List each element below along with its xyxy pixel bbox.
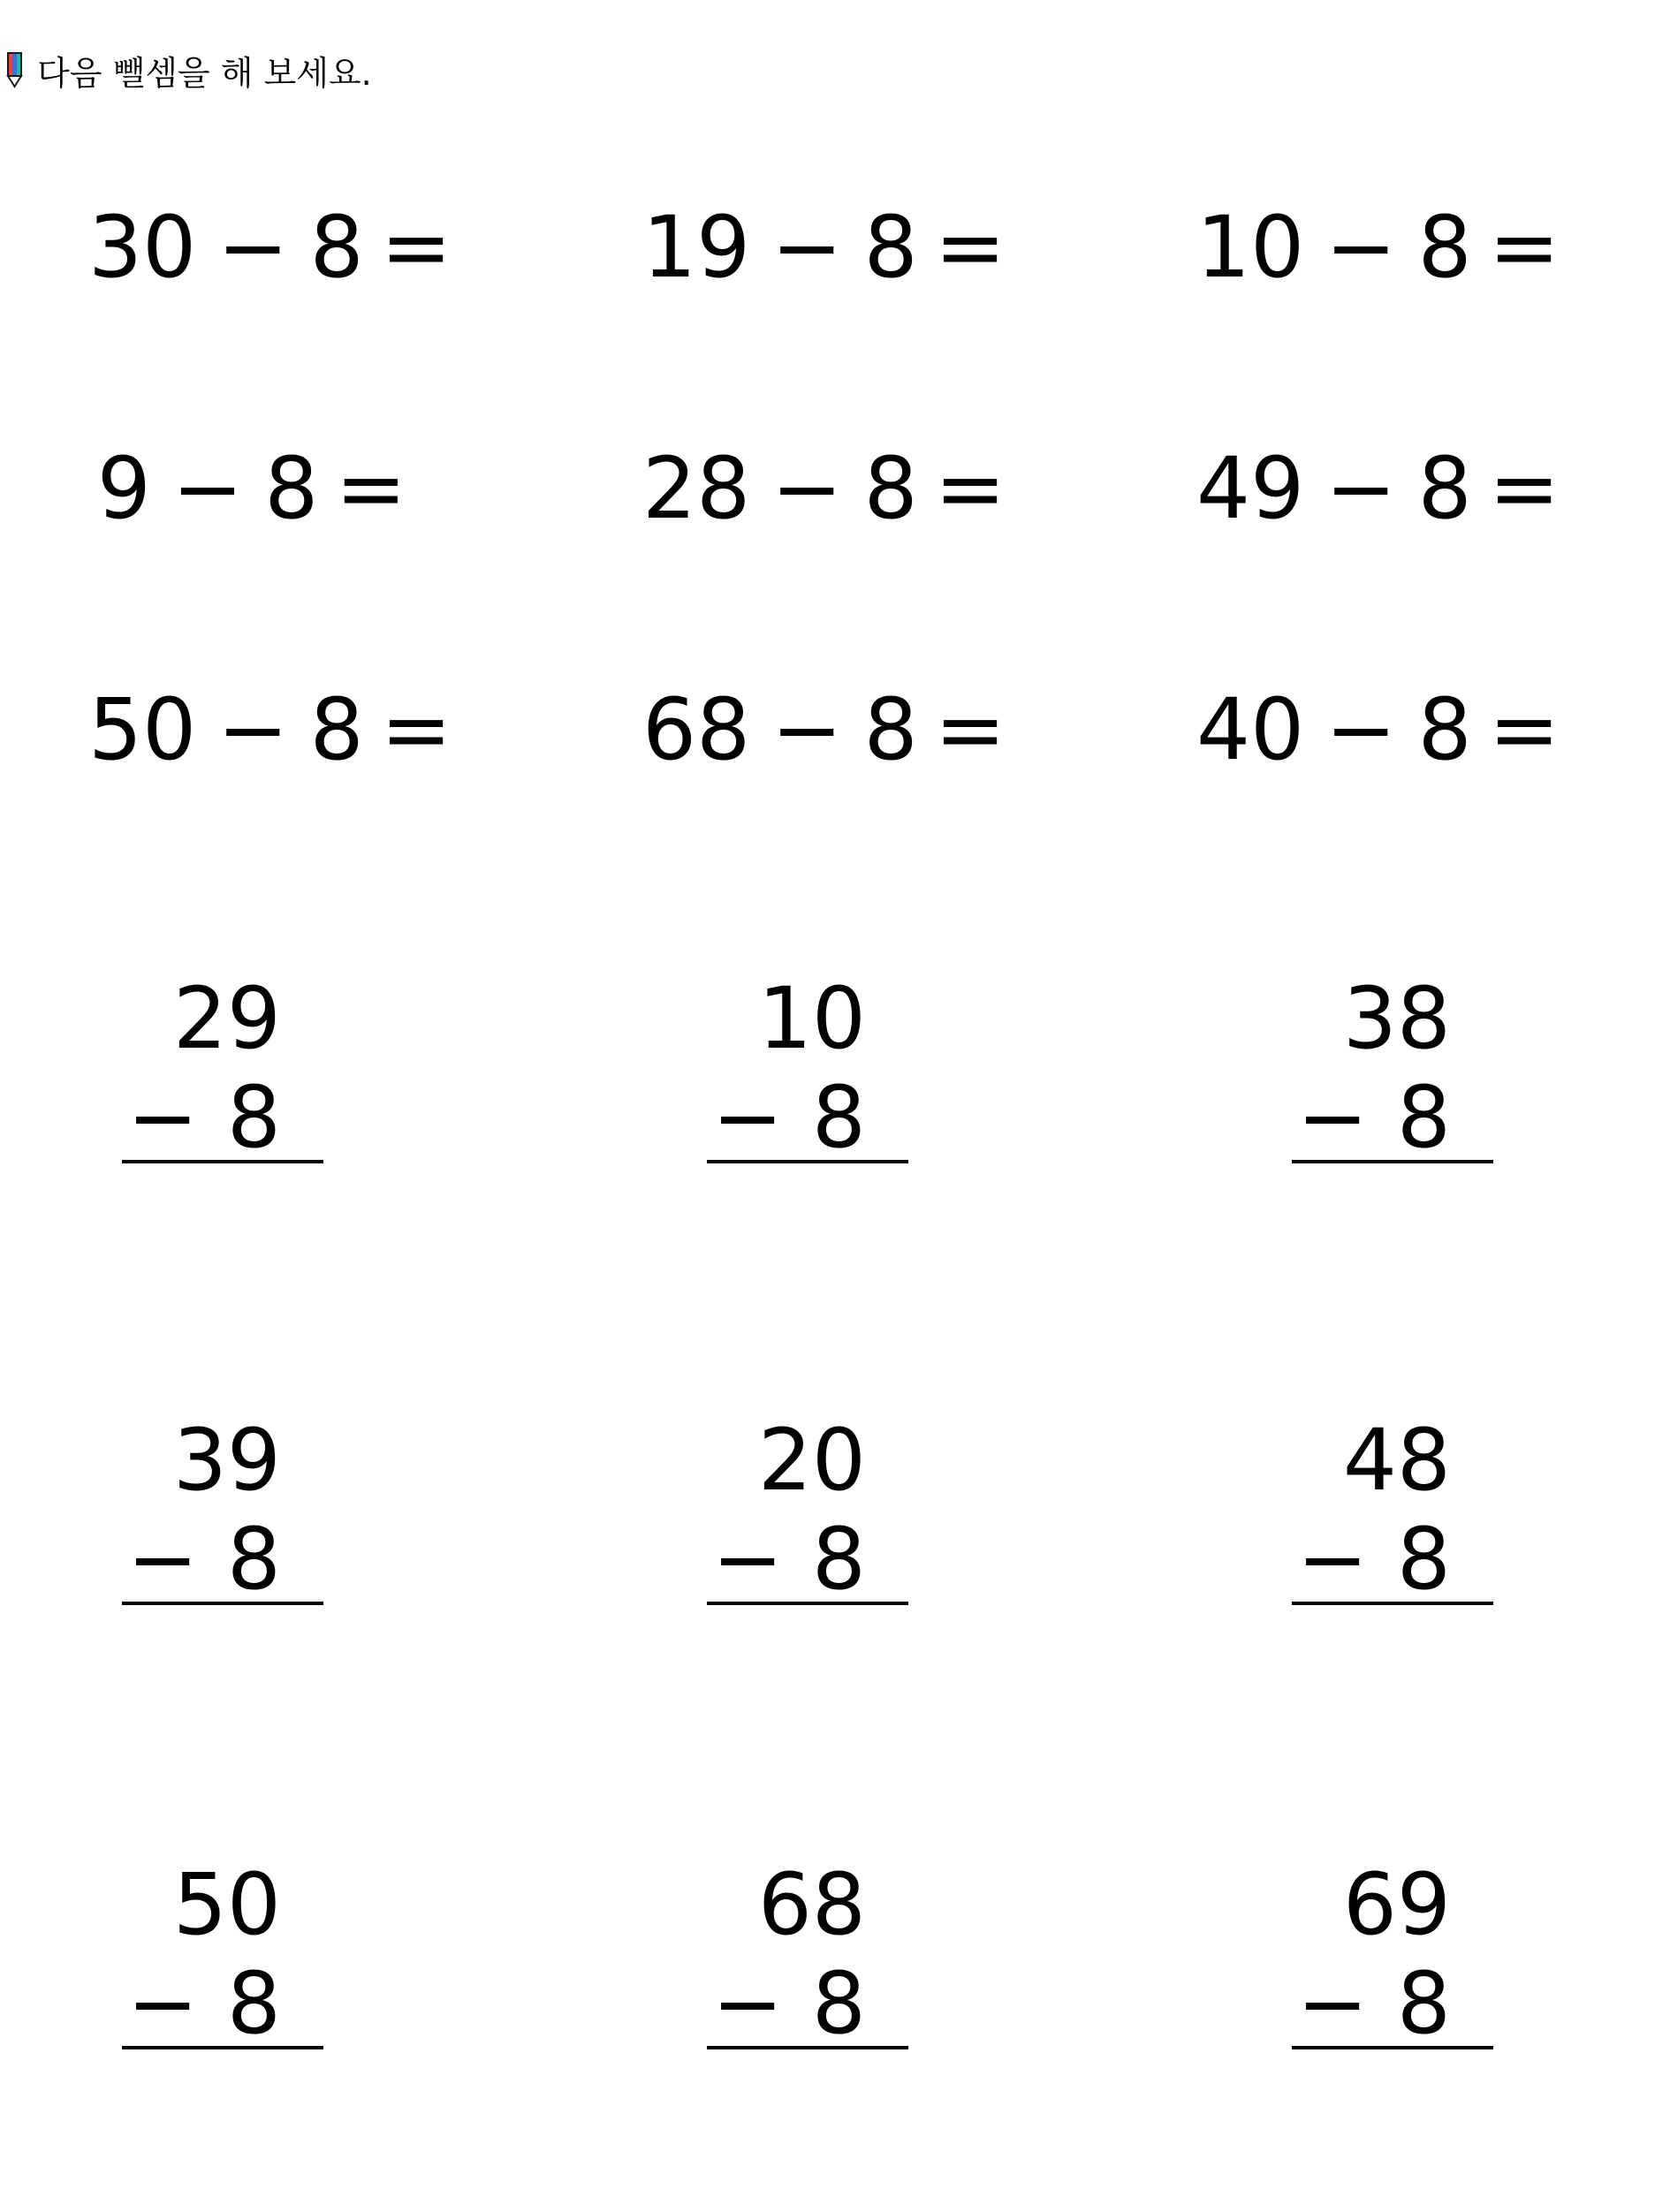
equation: 30 − 8 = <box>88 198 452 297</box>
subtrahend: 8 <box>226 1068 281 1167</box>
equation: 68 − 8 = <box>642 680 1006 779</box>
minus-sign: − <box>127 1510 199 1609</box>
minus-sign: − <box>712 1068 784 1167</box>
equation: 49 − 8 = <box>1196 439 1560 538</box>
answer-line <box>122 2046 323 2049</box>
vertical-problem <box>1292 1855 1493 2053</box>
minus-sign: − <box>1297 1954 1369 2053</box>
vertical-problem <box>1292 969 1493 1167</box>
minuend: 20 <box>757 1411 866 1510</box>
minuend: 68 <box>757 1855 866 1954</box>
minus-sign: − <box>712 1510 784 1609</box>
equation: 50 − 8 = <box>88 680 452 779</box>
minuend: 39 <box>172 1411 281 1510</box>
answer-line <box>1292 1602 1493 1605</box>
vertical-problem <box>122 1855 323 2053</box>
vertical-problem <box>707 1855 908 2053</box>
minuend: 48 <box>1342 1411 1451 1510</box>
equation: 10 − 8 = <box>1196 198 1560 297</box>
pencil-icon <box>5 51 27 88</box>
instruction-text: 다음 뺄셈을 해 보세요. <box>37 53 372 93</box>
vertical-problem <box>122 969 323 1167</box>
answer-line <box>122 1602 323 1605</box>
equation: 40 − 8 = <box>1196 680 1560 779</box>
subtrahend: 8 <box>1396 1510 1451 1609</box>
subtrahend: 8 <box>811 1954 866 2053</box>
subtrahend: 8 <box>1396 1954 1451 2053</box>
equation: 28 − 8 = <box>642 439 1006 538</box>
answer-line <box>122 1160 323 1163</box>
vertical-problem <box>122 1411 323 1609</box>
subtrahend: 8 <box>811 1068 866 1167</box>
minus-sign: − <box>127 1954 199 2053</box>
answer-line <box>1292 2046 1493 2049</box>
vertical-problem <box>707 1411 908 1609</box>
minus-sign: − <box>712 1954 784 2053</box>
subtrahend: 8 <box>226 1510 281 1609</box>
answer-line <box>1292 1160 1493 1163</box>
subtrahend: 8 <box>226 1954 281 2053</box>
minus-sign: − <box>1297 1510 1369 1609</box>
subtrahend: 8 <box>1396 1068 1451 1167</box>
answer-line <box>707 2046 908 2049</box>
minuend: 69 <box>1342 1855 1451 1954</box>
vertical-problem <box>707 969 908 1167</box>
instruction <box>5 48 372 92</box>
equation: 19 − 8 = <box>642 198 1006 297</box>
minuend: 38 <box>1342 969 1451 1068</box>
minuend: 29 <box>172 969 281 1068</box>
answer-line <box>707 1160 908 1163</box>
minuend: 10 <box>757 969 866 1068</box>
minus-sign: − <box>1297 1068 1369 1167</box>
minuend: 50 <box>172 1855 281 1954</box>
answer-line <box>707 1602 908 1605</box>
subtrahend: 8 <box>811 1510 866 1609</box>
minus-sign: − <box>127 1068 199 1167</box>
equation: 9 − 8 = <box>96 439 406 538</box>
vertical-problem <box>1292 1411 1493 1609</box>
